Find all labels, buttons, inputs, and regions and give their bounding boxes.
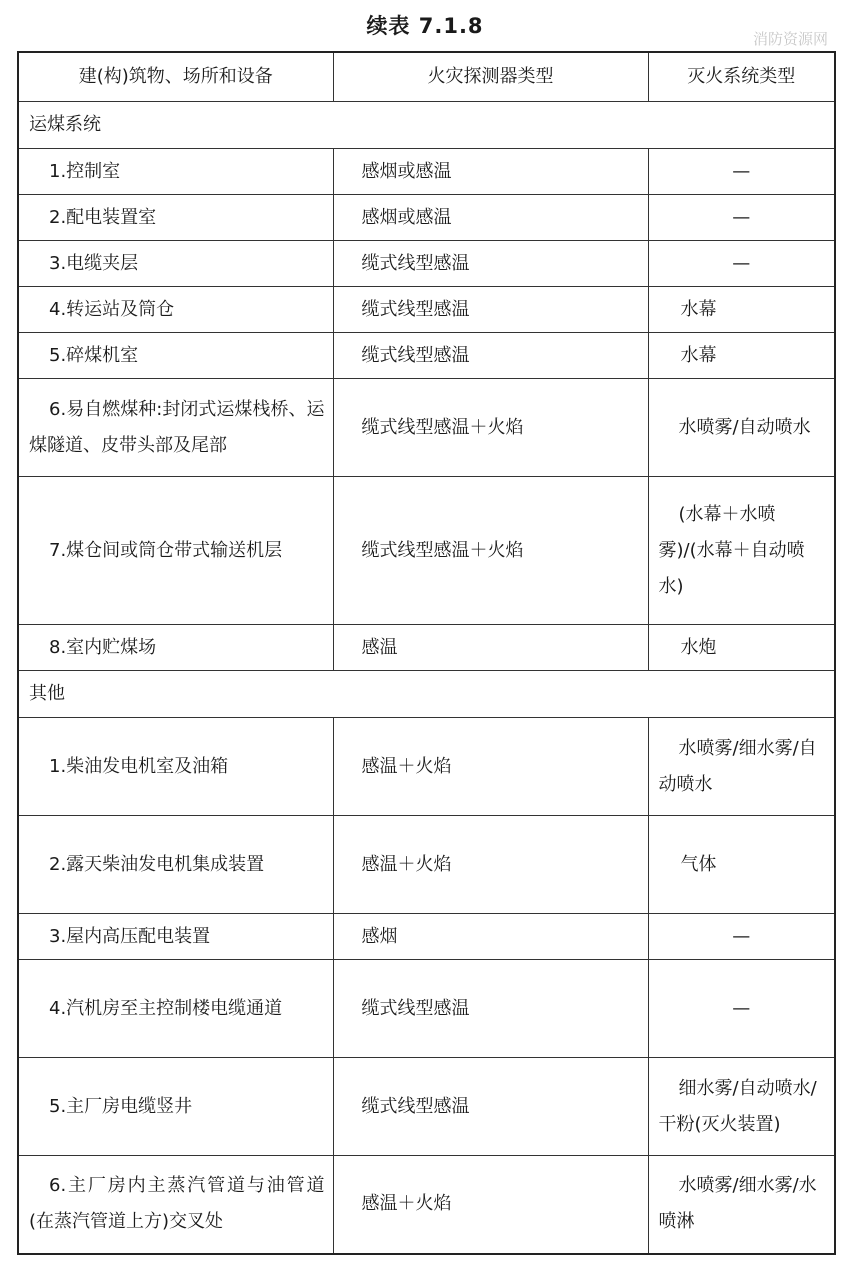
table-row <box>18 241 835 287</box>
place-cell <box>18 960 333 1058</box>
section-title: 运煤系统 <box>18 102 835 149</box>
system-cell: — <box>648 241 835 287</box>
system-cell: 气体 <box>648 816 835 914</box>
detector-table <box>17 51 836 1255</box>
place-cell: 3.电缆夹层 <box>18 241 333 287</box>
detector-cell: 缆式线型感温 <box>333 287 648 333</box>
system-text: 水喷雾/自动喷水 <box>678 416 811 438</box>
place-cell: 5.碎煤机室 <box>18 333 333 379</box>
system-text: 水喷雾/细水雾/水喷淋 <box>658 1175 817 1233</box>
place-cell <box>18 379 333 477</box>
system-cell: — <box>648 195 835 241</box>
detector-cell: 感温＋火焰 <box>333 816 648 914</box>
table-row <box>18 379 835 477</box>
detector-cell: 感烟 <box>333 914 648 960</box>
detector-cell: 感温 <box>333 625 648 671</box>
table-row <box>18 195 835 241</box>
system-cell: 水炮 <box>648 625 835 671</box>
detector-cell: 缆式线型感温＋火焰 <box>333 477 648 625</box>
place-cell: 3.屋内高压配电装置 <box>18 914 333 960</box>
system-text: 水喷雾/细水雾/自动喷水 <box>658 737 817 795</box>
table-row <box>18 816 835 914</box>
table-row <box>18 960 835 1058</box>
table-row <box>18 287 835 333</box>
system-cell: 水幕 <box>648 333 835 379</box>
place-cell: 5.主厂房电缆竖井 <box>18 1058 333 1156</box>
detector-cell: 感烟或感温 <box>333 195 648 241</box>
system-cell <box>648 1156 835 1254</box>
place-cell <box>18 1156 333 1254</box>
system-cell: — <box>648 914 835 960</box>
system-cell: — <box>648 960 835 1058</box>
table-row <box>18 333 835 379</box>
table-row <box>18 1156 835 1254</box>
table-row <box>18 149 835 195</box>
section-title: 其他 <box>18 671 835 718</box>
place-text: 6.易自燃煤种:封闭式运煤栈桥、运煤隧道、皮带头部及尾部 <box>29 398 325 456</box>
detector-cell: 缆式线型感温 <box>333 241 648 287</box>
table-row <box>18 477 835 625</box>
table-row <box>18 718 835 816</box>
system-cell: — <box>648 149 835 195</box>
place-text: 4.汽机房至主控制楼电缆通道 <box>49 997 283 1019</box>
place-cell: 8.室内贮煤场 <box>18 625 333 671</box>
system-text: 细水雾/自动喷水/干粉(灭火装置) <box>658 1077 817 1135</box>
header-place: 建(构)筑物、场所和设备 <box>18 52 333 102</box>
header-row <box>18 52 835 102</box>
detector-cell: 感温＋火焰 <box>333 1156 648 1254</box>
place-cell: 2.露天柴油发电机集成装置 <box>18 816 333 914</box>
system-cell <box>648 718 835 816</box>
place-text: 6.主厂房内主蒸汽管道与油管道(在蒸汽管道上方)交叉处 <box>29 1175 325 1233</box>
detector-cell: 缆式线型感温 <box>333 1058 648 1156</box>
place-text: 7.煤仓间或筒仓带式输送机层 <box>49 539 283 561</box>
header-detector: 火灾探测器类型 <box>333 52 648 102</box>
table-title: 续表 7.1.8 <box>366 14 484 38</box>
section-row <box>18 671 835 718</box>
place-cell: 1.柴油发电机室及油箱 <box>18 718 333 816</box>
place-cell: 4.转运站及筒仓 <box>18 287 333 333</box>
section-row <box>18 102 835 149</box>
system-cell <box>648 1058 835 1156</box>
detector-cell: 缆式线型感温 <box>333 333 648 379</box>
table-row <box>18 914 835 960</box>
system-cell: 水幕 <box>648 287 835 333</box>
detector-cell: 感温＋火焰 <box>333 718 648 816</box>
watermark: 消防资源网 <box>752 30 828 48</box>
table-row <box>18 625 835 671</box>
detector-cell: 感烟或感温 <box>333 149 648 195</box>
place-cell <box>18 477 333 625</box>
table-row <box>18 1058 835 1156</box>
system-cell <box>648 379 835 477</box>
system-text: (水幕＋水喷雾)/(水幕＋自动喷水) <box>658 503 805 597</box>
detector-cell: 缆式线型感温＋火焰 <box>333 379 648 477</box>
place-cell: 1.控制室 <box>18 149 333 195</box>
detector-cell: 缆式线型感温 <box>333 960 648 1058</box>
place-cell: 2.配电装置室 <box>18 195 333 241</box>
system-cell <box>648 477 835 625</box>
header-system: 灭火系统类型 <box>648 52 835 102</box>
